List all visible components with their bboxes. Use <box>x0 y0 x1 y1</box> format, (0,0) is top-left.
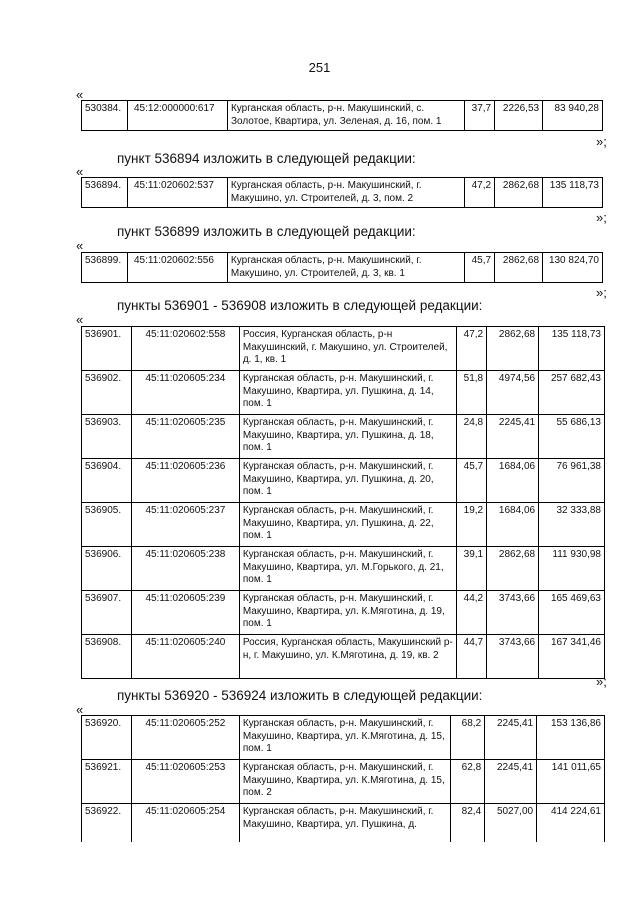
table-section-2 <box>81 252 603 283</box>
address: Курганская область, р-н. Макушинский, г. Макушино, Квартира, ул. Пушкина, д. <box>239 804 450 842</box>
cadastral-number: 45:11:020605:235 <box>131 415 239 459</box>
cadastral-number: 45:11:020605:237 <box>131 503 239 547</box>
cadastral-number: 45:11:020605:254 <box>131 804 239 842</box>
row-number: 536908. <box>82 635 132 679</box>
total: 130 824,70 <box>543 253 603 283</box>
close-quote: »; <box>596 210 607 225</box>
row-number: 530384. <box>82 101 128 131</box>
total: 55 686,13 <box>539 415 605 459</box>
close-quote: »; <box>596 134 607 149</box>
table-section-0 <box>81 100 603 131</box>
price: 3743,66 <box>487 591 539 635</box>
price: 2245,41 <box>487 415 539 459</box>
address: Россия, Курганская область, р-н Макушинский, г. Макушино, ул. Строителей, д. 1, кв. 1 <box>239 327 456 371</box>
table-row <box>82 635 605 679</box>
total: 167 341,46 <box>539 635 605 679</box>
price: 4974,56 <box>487 371 539 415</box>
table-row <box>82 327 605 371</box>
total: 135 118,73 <box>539 327 605 371</box>
row-number: 536899. <box>82 253 128 283</box>
address: Курганская область, р-н. Макушинский, г. Макушино, Квартира, ул. К.Мяготина, д. 15, пом. 2 <box>239 760 450 804</box>
page-number: 251 <box>308 60 331 75</box>
cadastral-number: 45:11:020605:252 <box>131 716 239 760</box>
area: 19,2 <box>457 503 487 547</box>
address: Россия, Курганская область, Макушинский р-н, г. Макушино, ул. К.Мяготина, д. 19, кв. 2 <box>239 635 456 679</box>
table-row <box>82 804 605 842</box>
section-heading: пункт 536899 изложить в следующей редакции: <box>117 224 416 239</box>
total: 135 118,73 <box>543 178 603 208</box>
total: 165 469,63 <box>539 591 605 635</box>
cadastral-number: 45:11:020605:253 <box>131 760 239 804</box>
area: 45,7 <box>465 253 495 283</box>
open-quote: « <box>76 702 84 717</box>
address: Курганская область, р-н. Макушинский, г. Макушино, ул. Строителей, д. 3, кв. 1 <box>227 253 464 283</box>
area: 37,7 <box>465 101 495 131</box>
area: 44,2 <box>457 591 487 635</box>
cadastral-number: 45:11:020602:556 <box>127 253 227 283</box>
total: 153 136,86 <box>537 716 605 760</box>
row-number: 536901. <box>82 327 132 371</box>
price: 2862,68 <box>495 178 543 208</box>
price: 1684,06 <box>487 459 539 503</box>
area: 24,8 <box>457 415 487 459</box>
section-heading: пункты 536920 - 536924 изложить в следующей редакции: <box>117 688 483 703</box>
price: 2862,68 <box>495 253 543 283</box>
address: Курганская область, р-н. Макушинский, г. Макушино, Квартира, ул. Пушкина, д. 22, пом. 1 <box>239 503 456 547</box>
area: 68,2 <box>451 716 485 760</box>
address: Курганская область, р-н. Макушинский, г. Макушино, Квартира, ул. Пушкина, д. 14, пом. 1 <box>239 371 456 415</box>
cadastral-number: 45:11:020602:558 <box>131 327 239 371</box>
area: 39,1 <box>457 547 487 591</box>
cadastral-number: 45:11:020605:239 <box>131 591 239 635</box>
row-number: 536904. <box>82 459 132 503</box>
price: 2862,68 <box>487 327 539 371</box>
area: 82,4 <box>451 804 485 842</box>
table-row <box>82 503 605 547</box>
address: Курганская область, р-н. Макушинский, г. Макушино, ул. Строителей, д. 3, пом. 2 <box>227 178 464 208</box>
row-number: 536905. <box>82 503 132 547</box>
table-section-1 <box>81 177 603 208</box>
cadastral-number: 45:11:020605:238 <box>131 547 239 591</box>
table-row <box>82 716 605 760</box>
price: 2245,41 <box>485 716 537 760</box>
total: 32 333,88 <box>539 503 605 547</box>
price: 5027,00 <box>485 804 537 842</box>
cadastral-number: 45:11:020605:240 <box>131 635 239 679</box>
section-heading: пункты 536901 - 536908 изложить в следующей редакции: <box>117 298 483 313</box>
table-row <box>82 760 605 804</box>
price: 2245,41 <box>485 760 537 804</box>
row-number: 536920. <box>82 716 132 760</box>
open-quote: « <box>76 238 84 253</box>
cadastral-number: 45:11:020605:236 <box>131 459 239 503</box>
price: 2862,68 <box>487 547 539 591</box>
price: 3743,66 <box>487 635 539 679</box>
area: 47,2 <box>465 178 495 208</box>
table-row <box>82 253 603 283</box>
address: Курганская область, р-н. Макушинский, г. Макушино, Квартира, ул. К.Мяготина, д. 15, пом. 1 <box>239 716 450 760</box>
row-number: 536907. <box>82 591 132 635</box>
row-number: 536921. <box>82 760 132 804</box>
table-row <box>82 101 603 131</box>
total: 257 682,43 <box>539 371 605 415</box>
area: 51,8 <box>457 371 487 415</box>
price: 2226,53 <box>495 101 543 131</box>
cadastral-number: 45:12:000000:617 <box>127 101 227 131</box>
row-number: 536922. <box>82 804 132 842</box>
address: Курганская область, р-н. Макушинский, г. Макушино, Квартира, ул. М.Горького, д. 21, пом. 1 <box>239 547 456 591</box>
total: 76 961,38 <box>539 459 605 503</box>
address: Курганская область, р-н. Макушинский, г. Макушино, Квартира, ул. К.Мяготина, д. 19, пом. 1 <box>239 591 456 635</box>
area: 44,7 <box>457 635 487 679</box>
open-quote: « <box>76 87 84 102</box>
close-quote: »; <box>596 285 607 300</box>
table-row <box>82 178 603 208</box>
address: Курганская область, р-н. Макушинский, г. Макушино, Квартира, ул. Пушкина, д. 20, пом. 1 <box>239 459 456 503</box>
area: 62,8 <box>451 760 485 804</box>
open-quote: « <box>76 164 84 179</box>
price: 1684,06 <box>487 503 539 547</box>
table-section-4 <box>81 715 605 842</box>
total: 83 940,28 <box>543 101 603 131</box>
table-row <box>82 459 605 503</box>
area: 45,7 <box>457 459 487 503</box>
section-heading: пункт 536894 изложить в следующей редакции: <box>117 151 416 166</box>
table-row <box>82 415 605 459</box>
cadastral-number: 45:11:020602:537 <box>127 178 227 208</box>
table-row <box>82 371 605 415</box>
row-number: 536894. <box>82 178 128 208</box>
table-row <box>82 591 605 635</box>
table-section-3 <box>81 326 605 679</box>
close-quote: »; <box>596 674 607 689</box>
cadastral-number: 45:11:020605:234 <box>131 371 239 415</box>
row-number: 536903. <box>82 415 132 459</box>
area: 47,2 <box>457 327 487 371</box>
total: 111 930,98 <box>539 547 605 591</box>
total: 141 011,65 <box>537 760 605 804</box>
row-number: 536906. <box>82 547 132 591</box>
row-number: 536902. <box>82 371 132 415</box>
open-quote: « <box>76 312 84 327</box>
total: 414 224,61 <box>537 804 605 842</box>
address: Курганская область, р-н. Макушинский, с. Золотое, Квартира, ул. Зеленая, д. 16, пом. 1 <box>227 101 464 131</box>
table-row <box>82 547 605 591</box>
address: Курганская область, р-н. Макушинский, г. Макушино, Квартира, ул. Пушкина, д. 18, пом. 1 <box>239 415 456 459</box>
